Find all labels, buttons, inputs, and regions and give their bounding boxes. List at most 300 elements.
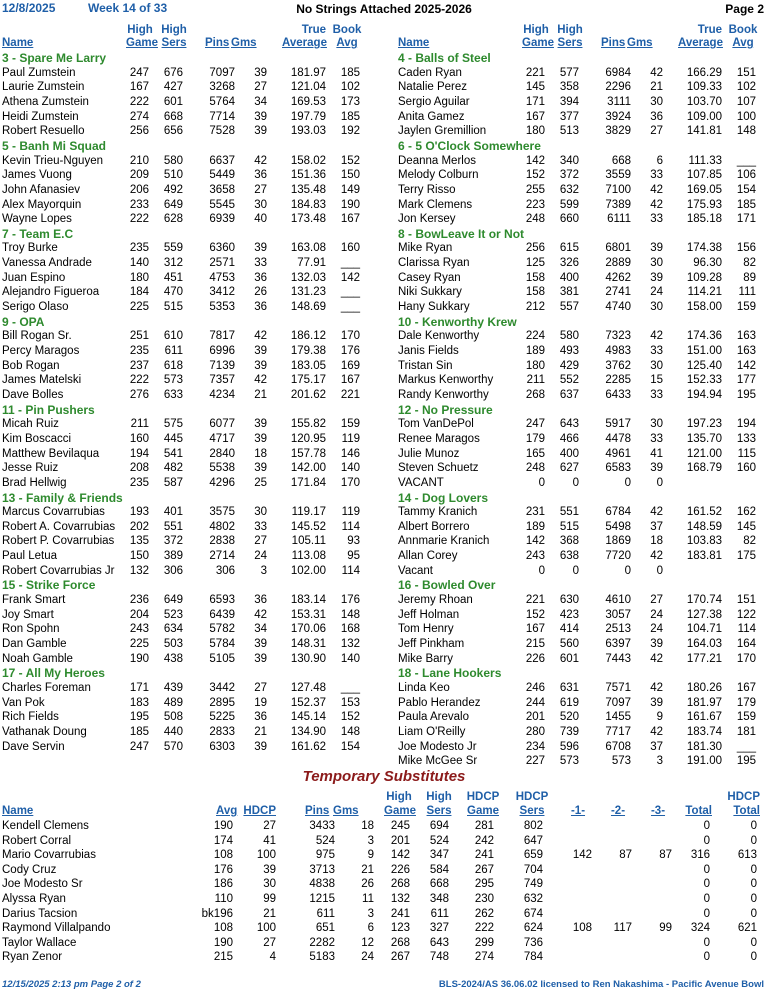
player-pins: 7528 [209, 125, 235, 138]
sub-pins: 611 [316, 907, 335, 920]
team-title: 14 - Dog Lovers [398, 490, 489, 505]
player-pins: 3924 [605, 110, 631, 123]
player-name: Randy Kenworthy [398, 388, 489, 401]
player-high-game: 280 [525, 725, 545, 738]
player-book-avg: 146 [340, 447, 360, 460]
player-true-avg: 77.91 [297, 257, 326, 270]
player-pins: 1869 [605, 535, 631, 548]
player-name: Jeremy Rhoan [398, 594, 473, 607]
sub-total: 0 [703, 878, 710, 891]
sub-name: Cody Cruz [2, 863, 57, 876]
player-name: Niki Sukkary [398, 286, 462, 299]
player-true-avg: 145.14 [290, 711, 326, 724]
player-true-avg: 186.12 [290, 330, 326, 343]
player-name: Caden Ryan [398, 66, 462, 79]
player-high-game: 210 [129, 154, 149, 167]
player-high-sers: 510 [163, 169, 183, 182]
player-gms: 34 [254, 95, 267, 108]
sub-hdcp-game: 295 [474, 878, 494, 891]
player-true-avg: 158.00 [686, 301, 722, 314]
player-high-game: 152 [525, 169, 545, 182]
player-book-avg: ___ [736, 154, 756, 167]
player-book-avg: 177 [736, 374, 756, 387]
player-high-sers: 523 [163, 608, 183, 621]
sub-avg: 190 [213, 936, 233, 949]
player-book-avg: 181 [736, 725, 756, 738]
sub-game3: 99 [659, 922, 672, 935]
player-gms: 18 [254, 447, 267, 460]
player-high-sers: 312 [163, 257, 183, 270]
sub-hdcp-game: 230 [474, 893, 494, 905]
player-name: Tom VanDePol [398, 418, 474, 431]
player-high-sers: 649 [163, 198, 183, 211]
player-high-game: 201 [525, 711, 545, 724]
sub-hdcp-game: 267 [474, 863, 494, 876]
player-pins: 2571 [209, 257, 235, 270]
player-pins: 5538 [209, 462, 235, 475]
player-true-avg: 105.11 [291, 535, 326, 548]
player-high-game: 233 [129, 198, 149, 211]
player-high-game: 256 [129, 125, 149, 138]
sub-pins: 5183 [309, 951, 335, 964]
subs-header-hdcp: HDCP [243, 805, 276, 817]
team-title: 6 - 5 O'Clock Somewhere [398, 138, 541, 153]
sub-hdcp-sers: 704 [523, 863, 543, 876]
player-gms: 36 [254, 271, 267, 284]
player-pins: 3658 [209, 183, 235, 196]
player-gms: 37 [650, 740, 663, 753]
player-true-avg: 152.33 [686, 374, 722, 387]
player-row [0, 432, 768, 447]
sub-pins: 524 [315, 834, 335, 847]
player-pins: 4234 [209, 388, 235, 401]
sub-name: Joe Modesto Sr [2, 878, 83, 891]
team-title: 16 - Bowled Over [398, 578, 496, 593]
player-name: Robert Resuello [2, 125, 85, 138]
sub-hdcp-total: 0 [750, 936, 757, 949]
header-pins: Pins [205, 37, 230, 49]
sub-gms: 18 [361, 820, 374, 832]
player-true-avg: 134.90 [290, 725, 326, 738]
player-high-game: 243 [525, 550, 545, 563]
player-name: Frank Smart [2, 594, 66, 607]
sub-row [0, 921, 768, 936]
sub-hdcp: 27 [263, 936, 276, 949]
footer-right: BLS-2024/AS 36.06.02 licensed to Ren Nakashima - Pacific Avenue Bowl [438, 979, 764, 990]
player-book-avg: 119 [341, 506, 360, 519]
player-book-avg: 160 [736, 462, 756, 475]
sub-avg: 108 [213, 922, 233, 935]
sub-row [0, 950, 768, 965]
player-high-game: 158 [525, 271, 545, 284]
player-true-avg: 166.29 [686, 66, 722, 79]
player-pins: 7097 [209, 66, 235, 79]
player-high-sers: 389 [163, 550, 183, 563]
header-name: Name [2, 37, 34, 49]
player-pins: 5917 [605, 418, 631, 431]
sub-hdcp-total: 0 [750, 863, 757, 876]
sub-total: 0 [703, 893, 710, 905]
sub-hdcp-game: 274 [474, 951, 494, 964]
sub-high-sers: 327 [429, 922, 449, 935]
player-true-avg: 135.48 [290, 183, 326, 196]
player-gms: 24 [650, 623, 663, 636]
player-high-game: 190 [129, 652, 149, 665]
player-name: Alejandro Figueroa [2, 286, 100, 299]
player-gms: 42 [254, 330, 267, 343]
player-high-sers: 414 [559, 623, 579, 636]
player-high-sers: 470 [163, 286, 183, 299]
player-name: VACANT [398, 476, 444, 489]
player-true-avg: 157.78 [290, 447, 326, 460]
subs-header-high-sers: Sers [426, 805, 452, 817]
player-true-avg: 183.05 [290, 359, 326, 372]
team-title: 13 - Family & Friends [2, 490, 123, 505]
player-true-avg: 175.17 [290, 374, 326, 387]
player-high-sers: 400 [559, 271, 579, 284]
player-book-avg: 167 [736, 681, 756, 694]
player-name: Wayne Lopes [2, 213, 72, 226]
player-high-game: 194 [129, 447, 149, 460]
player-high-game: 183 [129, 696, 149, 709]
player-high-game: 222 [129, 374, 149, 387]
player-gms: 21 [254, 725, 267, 738]
player-pins: 2895 [209, 696, 235, 709]
player-high-sers: 627 [559, 462, 579, 475]
sub-name: Darius Tacsion [2, 907, 78, 920]
sub-pins: 975 [315, 849, 335, 862]
header-book-avg: Avg [732, 37, 754, 49]
sub-row [0, 848, 768, 863]
team-title: 9 - OPA [2, 314, 45, 329]
sub-hdcp: 100 [256, 922, 276, 935]
player-high-game: 244 [525, 696, 545, 709]
player-pins: 6360 [209, 242, 235, 255]
player-gms: 36 [254, 594, 267, 607]
player-name: Renee Maragos [398, 432, 480, 445]
player-high-sers: 515 [559, 520, 579, 533]
player-gms: 39 [254, 66, 267, 79]
player-row [0, 212, 768, 227]
sub-hdcp-game: 241 [474, 849, 494, 862]
sub-hdcp-total: 0 [750, 907, 757, 920]
sub-hdcp-total: 0 [750, 951, 757, 964]
player-high-sers: 575 [163, 418, 183, 431]
sub-pins: 4838 [309, 878, 335, 891]
player-book-avg: 142 [736, 359, 756, 372]
player-true-avg: 194.94 [686, 388, 722, 401]
player-high-game: 268 [525, 388, 545, 401]
player-high-game: 255 [525, 183, 545, 196]
player-name: Pablo Herandez [398, 696, 481, 709]
player-high-game: 135 [129, 535, 149, 548]
sub-gms: 12 [361, 936, 374, 949]
player-pins: 6984 [605, 66, 631, 79]
player-book-avg: 169 [340, 359, 360, 372]
subs-header-game2: -2- [610, 805, 626, 817]
player-gms: 42 [650, 330, 663, 343]
player-high-sers: 615 [559, 242, 579, 255]
week-label: Week 14 of 33 [88, 1, 168, 15]
player-high-game: 152 [525, 608, 545, 621]
player-high-sers: 466 [559, 432, 579, 445]
subs-header-hdcp-sers: Sers [519, 805, 545, 817]
player-name: Marcus Covarrubias [2, 506, 105, 519]
player-name: James Matelski [2, 374, 82, 387]
header-high-game: Game [126, 37, 158, 49]
sub-high-sers: 694 [429, 820, 449, 832]
player-true-avg: 191.00 [686, 755, 722, 768]
subs-header-game1: -1- [570, 805, 586, 817]
player-gms: 33 [650, 432, 663, 445]
player-gms: 36 [254, 301, 267, 314]
player-gms: 24 [650, 286, 663, 299]
player-book-avg: 145 [736, 520, 756, 533]
player-high-game: 274 [129, 110, 149, 123]
player-gms: 15 [650, 374, 663, 387]
player-high-game: 180 [129, 271, 149, 284]
player-high-sers: 439 [163, 681, 183, 694]
player-gms: 42 [650, 506, 663, 519]
sub-name: Raymond Villalpando [2, 922, 111, 935]
player-pins: 6439 [209, 608, 235, 621]
player-gms: 42 [254, 374, 267, 387]
player-high-game: 226 [525, 652, 545, 665]
sub-row [0, 863, 768, 878]
player-name: Robert Covarrubias Jr [2, 564, 115, 577]
player-high-game: 235 [129, 345, 149, 357]
player-high-game: 248 [525, 213, 545, 226]
player-pins: 3559 [605, 169, 631, 182]
player-pins: 7323 [605, 330, 631, 343]
player-high-sers: 493 [559, 345, 579, 357]
header-true-avg: Average [282, 37, 327, 49]
player-name: Jesse Ruiz [2, 462, 59, 475]
player-book-avg: 114 [737, 623, 756, 636]
player-book-avg: 160 [340, 242, 360, 255]
player-gms: 30 [650, 418, 663, 431]
player-row [0, 622, 768, 637]
player-high-sers: 552 [559, 374, 579, 387]
player-high-game: 145 [525, 81, 545, 94]
team-title: 3 - Spare Me Larry [2, 51, 107, 65]
player-pins: 6708 [605, 740, 631, 753]
player-true-avg: 168.79 [686, 462, 722, 475]
player-name: Alex Mayorquin [2, 198, 82, 211]
player-high-sers: 492 [163, 183, 183, 196]
player-high-sers: 377 [559, 110, 579, 123]
player-pins: 5545 [209, 198, 235, 211]
player-row [0, 110, 768, 125]
sub-hdcp: 100 [256, 849, 276, 862]
player-high-game: 142 [525, 535, 545, 548]
player-book-avg: 192 [340, 125, 360, 138]
player-name: Mike Barry [398, 652, 453, 665]
player-book-avg: 154 [340, 740, 360, 753]
player-pins: 0 [624, 564, 631, 577]
player-row [0, 696, 768, 711]
player-high-game: 171 [525, 95, 545, 108]
player-high-sers: 668 [163, 110, 183, 123]
player-gms: 0 [656, 564, 663, 577]
player-high-sers: 638 [559, 550, 579, 563]
player-pins: 6111 [607, 213, 631, 226]
player-high-sers: 596 [559, 740, 579, 753]
player-name: James Vuong [2, 169, 72, 182]
sub-total: 316 [690, 849, 710, 862]
player-book-avg: 82 [743, 535, 756, 548]
player-gms: 36 [254, 169, 267, 182]
sub-hdcp-game: 281 [474, 820, 494, 832]
player-true-avg: 170.06 [290, 623, 326, 636]
sub-avg: 215 [213, 951, 233, 964]
sub-hdcp: 41 [263, 834, 276, 847]
sub-total: 0 [703, 936, 710, 949]
player-high-sers: 573 [559, 755, 579, 768]
player-book-avg: 167 [340, 213, 360, 226]
player-pins: 3762 [605, 359, 631, 372]
player-name: Liam O'Reilly [398, 725, 466, 738]
player-high-sers: 429 [559, 359, 579, 372]
player-book-avg: ___ [340, 286, 360, 299]
sub-hdcp-sers: 632 [523, 893, 543, 905]
player-book-avg: 151 [736, 66, 756, 79]
player-gms: 39 [650, 242, 663, 255]
footer-left: 12/15/2025 2:13 pm Page 2 of 2 [2, 979, 141, 990]
player-gms: 39 [254, 359, 267, 372]
player-high-game: 158 [525, 286, 545, 299]
player-high-game: 236 [129, 594, 149, 607]
sub-high-game: 245 [390, 820, 410, 832]
player-gms: 39 [254, 740, 267, 753]
player-high-sers: 559 [163, 242, 183, 255]
player-name: Sergio Aguilar [398, 95, 470, 108]
player-row [0, 66, 768, 81]
player-book-avg: 195 [736, 388, 756, 401]
player-high-sers: 631 [559, 681, 579, 694]
player-high-sers: 599 [559, 198, 579, 211]
player-high-game: 150 [129, 550, 149, 563]
sub-hdcp-sers: 736 [523, 936, 543, 949]
player-pins: 6583 [605, 462, 631, 475]
sub-game2: 87 [619, 849, 632, 862]
sub-hdcp: 30 [263, 878, 276, 891]
player-book-avg: 176 [340, 594, 360, 607]
player-true-avg: 111.33 [688, 154, 722, 167]
sub-pins: 3433 [309, 820, 335, 832]
player-pins: 3412 [209, 286, 235, 299]
player-name: Noah Gamble [2, 652, 73, 665]
player-high-game: 215 [525, 638, 545, 650]
player-name: Heidi Zumstein [2, 110, 79, 123]
player-true-avg: 164.03 [686, 638, 722, 650]
player-gms: 39 [650, 638, 663, 650]
player-name: Kim Boscacci [2, 432, 72, 445]
player-true-avg: 113.08 [291, 550, 326, 563]
player-true-avg: 169.05 [686, 183, 722, 196]
sub-gms: 24 [361, 951, 374, 964]
player-high-game: 247 [525, 418, 545, 431]
sub-avg: bk196 [201, 907, 233, 920]
sub-pins: 651 [315, 922, 335, 935]
player-book-avg: 154 [736, 183, 756, 196]
player-high-sers: 440 [163, 725, 183, 738]
player-high-sers: 580 [559, 330, 579, 343]
player-name: Jeff Pinkham [398, 638, 465, 650]
player-high-game: 235 [129, 476, 149, 489]
player-name: Tom Henry [398, 623, 454, 636]
player-high-sers: 541 [163, 447, 183, 460]
player-gms: 30 [650, 95, 663, 108]
player-row [0, 652, 768, 667]
player-gms: 33 [254, 520, 267, 533]
player-name: Paul Letua [2, 550, 57, 563]
player-true-avg: 145.52 [290, 520, 326, 533]
player-high-game: 234 [525, 740, 545, 753]
player-book-avg: 185 [340, 110, 360, 123]
sub-name: Robert Corral [2, 834, 72, 847]
player-high-sers: 580 [163, 154, 183, 167]
player-high-sers: 560 [559, 638, 579, 650]
player-high-game: 224 [525, 330, 545, 343]
player-high-sers: 381 [559, 286, 579, 299]
player-pins: 6433 [605, 388, 631, 401]
player-row [0, 388, 768, 403]
player-name: Joe Modesto Jr [398, 740, 477, 753]
player-pins: 7443 [605, 652, 631, 665]
player-gms: 27 [254, 183, 267, 196]
player-book-avg: 93 [347, 535, 360, 548]
player-book-avg: 148 [340, 608, 360, 621]
player-gms: 3 [656, 755, 663, 768]
sub-high-game: 226 [390, 863, 410, 876]
player-gms: 9 [656, 711, 663, 724]
player-pins: 6784 [605, 506, 631, 519]
sub-hdcp-total: 0 [750, 893, 757, 905]
player-name: Laurie Zumstein [2, 81, 85, 94]
sub-avg: 176 [213, 863, 233, 876]
player-name: Athena Zumstein [2, 95, 89, 108]
player-high-game: 185 [129, 725, 149, 738]
header-high-sers: Sers [161, 37, 187, 49]
player-true-avg: 183.14 [290, 594, 326, 607]
player-book-avg: 152 [340, 154, 360, 167]
player-name: Markus Kenworthy [398, 374, 494, 387]
player-true-avg: 183.81 [686, 550, 722, 563]
player-pins: 7720 [605, 550, 631, 563]
player-name: Juan Espino [2, 271, 66, 284]
player-high-sers: 634 [163, 623, 183, 636]
player-book-avg: 162 [736, 506, 756, 519]
player-gms: 26 [254, 286, 267, 299]
player-pins: 7714 [209, 110, 235, 123]
player-true-avg: 197.79 [290, 110, 326, 123]
player-pins: 3057 [605, 608, 631, 621]
player-high-game: 256 [525, 242, 545, 255]
player-name: Clarissa Ryan [398, 257, 470, 270]
player-gms: 21 [650, 81, 663, 94]
player-gms: 39 [254, 638, 267, 650]
player-gms: 21 [254, 388, 267, 401]
subs-header-high-game: Game [384, 805, 416, 817]
player-pins: 4983 [605, 345, 631, 357]
player-name: Dave Bolles [2, 388, 64, 401]
player-name: Charles Foreman [2, 681, 91, 694]
player-pins: 4740 [605, 301, 631, 314]
player-gms: 39 [254, 345, 267, 357]
player-high-sers: 573 [163, 374, 183, 387]
sub-pins: 3713 [309, 863, 335, 876]
